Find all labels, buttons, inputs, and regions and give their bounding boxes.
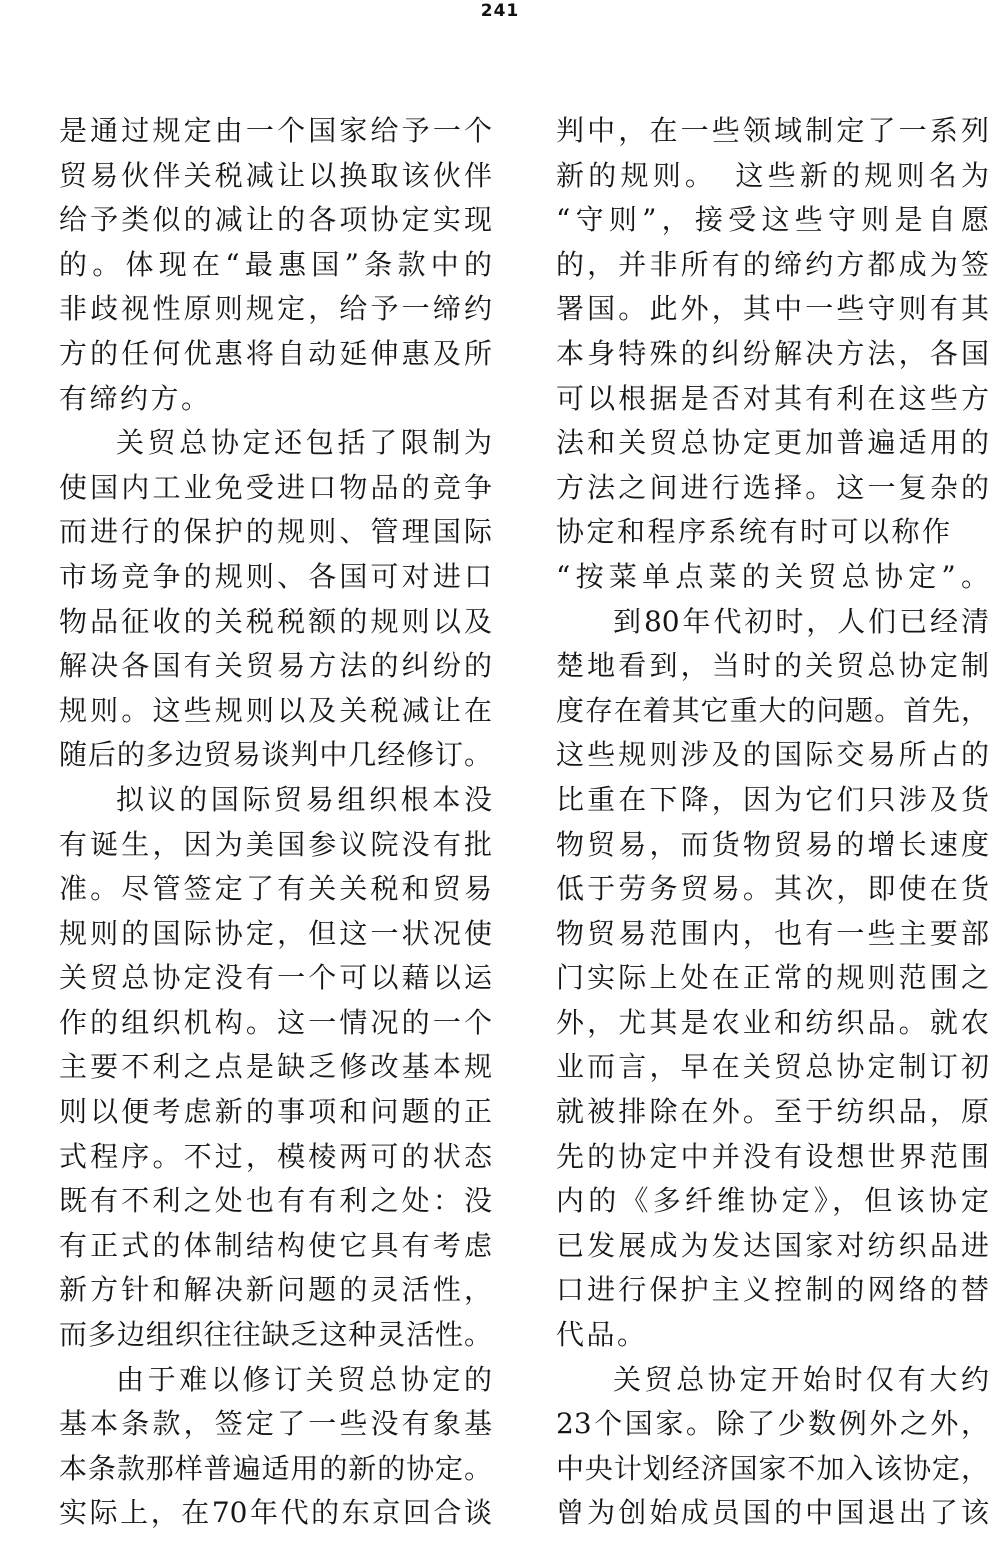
text-line: 非歧视性原则规定，给予一缔约 — [59, 292, 492, 326]
text-line: 门实际上处在正常的规则范围之 — [556, 961, 989, 995]
text-line: 使国内工业免受进口物品的竞争 — [59, 470, 492, 504]
text-line: 解决各国有关贸易方法的纠纷的 — [59, 649, 492, 683]
text-line: 的，并非所有的缔约方都成为签 — [556, 247, 989, 281]
text-line: 有正式的体制结构使它具有考虑 — [59, 1228, 492, 1262]
text-line: 本条款那样普遍适用的新的协定。 — [59, 1451, 492, 1485]
text-line: 外，尤其是农业和纺织品。就农 — [556, 1005, 989, 1039]
text-line: 规则的国际协定，但这一状况使 — [59, 916, 492, 950]
text-line: 物贸易范围内，也有一些主要部 — [556, 916, 989, 950]
text-column-left — [59, 109, 492, 1536]
text-line: 准。尽管签定了有关关税和贸易 — [59, 872, 492, 906]
text-line: 业而言，早在关贸总协定制订初 — [556, 1050, 989, 1084]
text-line: 到80年代初时，人们已经清 — [613, 604, 989, 638]
text-line: 内的《多纤维协定》，但该协定 — [556, 1184, 989, 1218]
text-line: 关贸总协定开始时仅有大约 — [613, 1362, 989, 1396]
text-line: 规则。这些规则以及关税减让在 — [59, 693, 492, 727]
text-line: 既有不利之处也有有利之处：没 — [59, 1184, 492, 1218]
text-line: 实际上，在70年代的东京回合谈 — [59, 1496, 492, 1530]
text-line: 市场竞争的规则、各国可对进口 — [59, 559, 492, 593]
text-line: 物品征收的关税税额的规则以及 — [59, 604, 492, 638]
text-line: 给予类似的减让的各项协定实现 — [59, 203, 492, 237]
text-line: 新的规则。 这些新的规则名为 — [556, 158, 989, 192]
text-line: 楚地看到，当时的关贸总协定制 — [556, 649, 989, 683]
text-line: 的。体现在“最惠国”条款中的 — [59, 247, 492, 281]
text-line: 有诞生，因为美国参议院没有批 — [59, 827, 492, 861]
text-line: 关贸总协定还包括了限制为 — [116, 426, 492, 460]
text-line: 而多边组织往往缺乏这种灵活性。 — [59, 1318, 492, 1352]
text-line: 中央计划经济国家不加入该协定， — [556, 1451, 989, 1485]
text-line: 协定和程序系统有时可以称作 — [556, 515, 953, 549]
text-line: 物贸易，而货物贸易的增长速度 — [556, 827, 989, 861]
text-line: 作的组织机构。这一情况的一个 — [59, 1005, 492, 1039]
text-line: “守则”，接受这些守则是自愿 — [556, 203, 989, 237]
text-line: 曾为创始成员国的中国退出了该 — [556, 1496, 989, 1530]
text-line: 随后的多边贸易谈判中几经修订。 — [59, 738, 492, 772]
text-line: 比重在下降，因为它们只涉及货 — [556, 782, 989, 816]
text-line: 方法之间进行选择。这一复杂的 — [556, 470, 989, 504]
text-line: 式程序。不过，模棱两可的状态 — [59, 1139, 492, 1173]
text-line: 方的任何优惠将自动延伸惠及所 — [59, 336, 492, 370]
text-line: 有缔约方。 — [59, 381, 212, 415]
text-line: 23个国家。除了少数例外之外， — [556, 1407, 989, 1441]
text-line: 关贸总协定没有一个可以藉以运 — [59, 961, 492, 995]
text-line: 署国。此外，其中一些守则有其 — [556, 292, 989, 326]
text-line: 就被排除在外。至于纺织品，原 — [556, 1095, 989, 1129]
text-line: 判中，在一些领域制定了一系列 — [556, 114, 989, 147]
text-line: 由于难以修订关贸总协定的 — [116, 1362, 492, 1396]
text-line: 法和关贸总协定更加普遍适用的 — [556, 426, 989, 460]
text-line: 低于劳务贸易。其次，即使在货 — [556, 872, 989, 906]
text-line: 基本条款，签定了一些没有象基 — [59, 1407, 492, 1441]
text-line: 新方针和解决新问题的灵活性， — [59, 1273, 492, 1307]
text-line: 本身特殊的纠纷解决方法，各国 — [556, 336, 989, 370]
text-line: “按菜单点菜的关贸总协定”。 — [556, 559, 989, 593]
text-line: 已发展成为发达国家对纺织品进 — [556, 1228, 989, 1262]
text-line: 主要不利之点是缺乏修改基本规 — [59, 1050, 492, 1084]
text-line: 代品。 — [556, 1318, 648, 1352]
text-line: 先的协定中并没有设想世界范围 — [556, 1139, 989, 1173]
text-line: 则以便考虑新的事项和问题的正 — [59, 1095, 492, 1129]
text-line: 贸易伙伴关税减让以换取该伙伴 — [59, 158, 492, 192]
text-line: 可以根据是否对其有利在这些方 — [556, 381, 989, 415]
text-line: 拟议的国际贸易组织根本没 — [116, 782, 492, 816]
text-line: 是通过规定由一个国家给予一个 — [59, 114, 492, 147]
text-line: 而进行的保护的规则、管理国际 — [59, 515, 492, 549]
text-line: 口进行保护主义控制的网络的替 — [556, 1273, 989, 1307]
text-line: 这些规则涉及的国际交易所占的 — [556, 738, 989, 772]
text-column-right — [556, 109, 989, 1536]
text-line: 度存在着其它重大的问题。首先， — [556, 693, 989, 727]
page-number: 241 — [480, 1, 520, 21]
